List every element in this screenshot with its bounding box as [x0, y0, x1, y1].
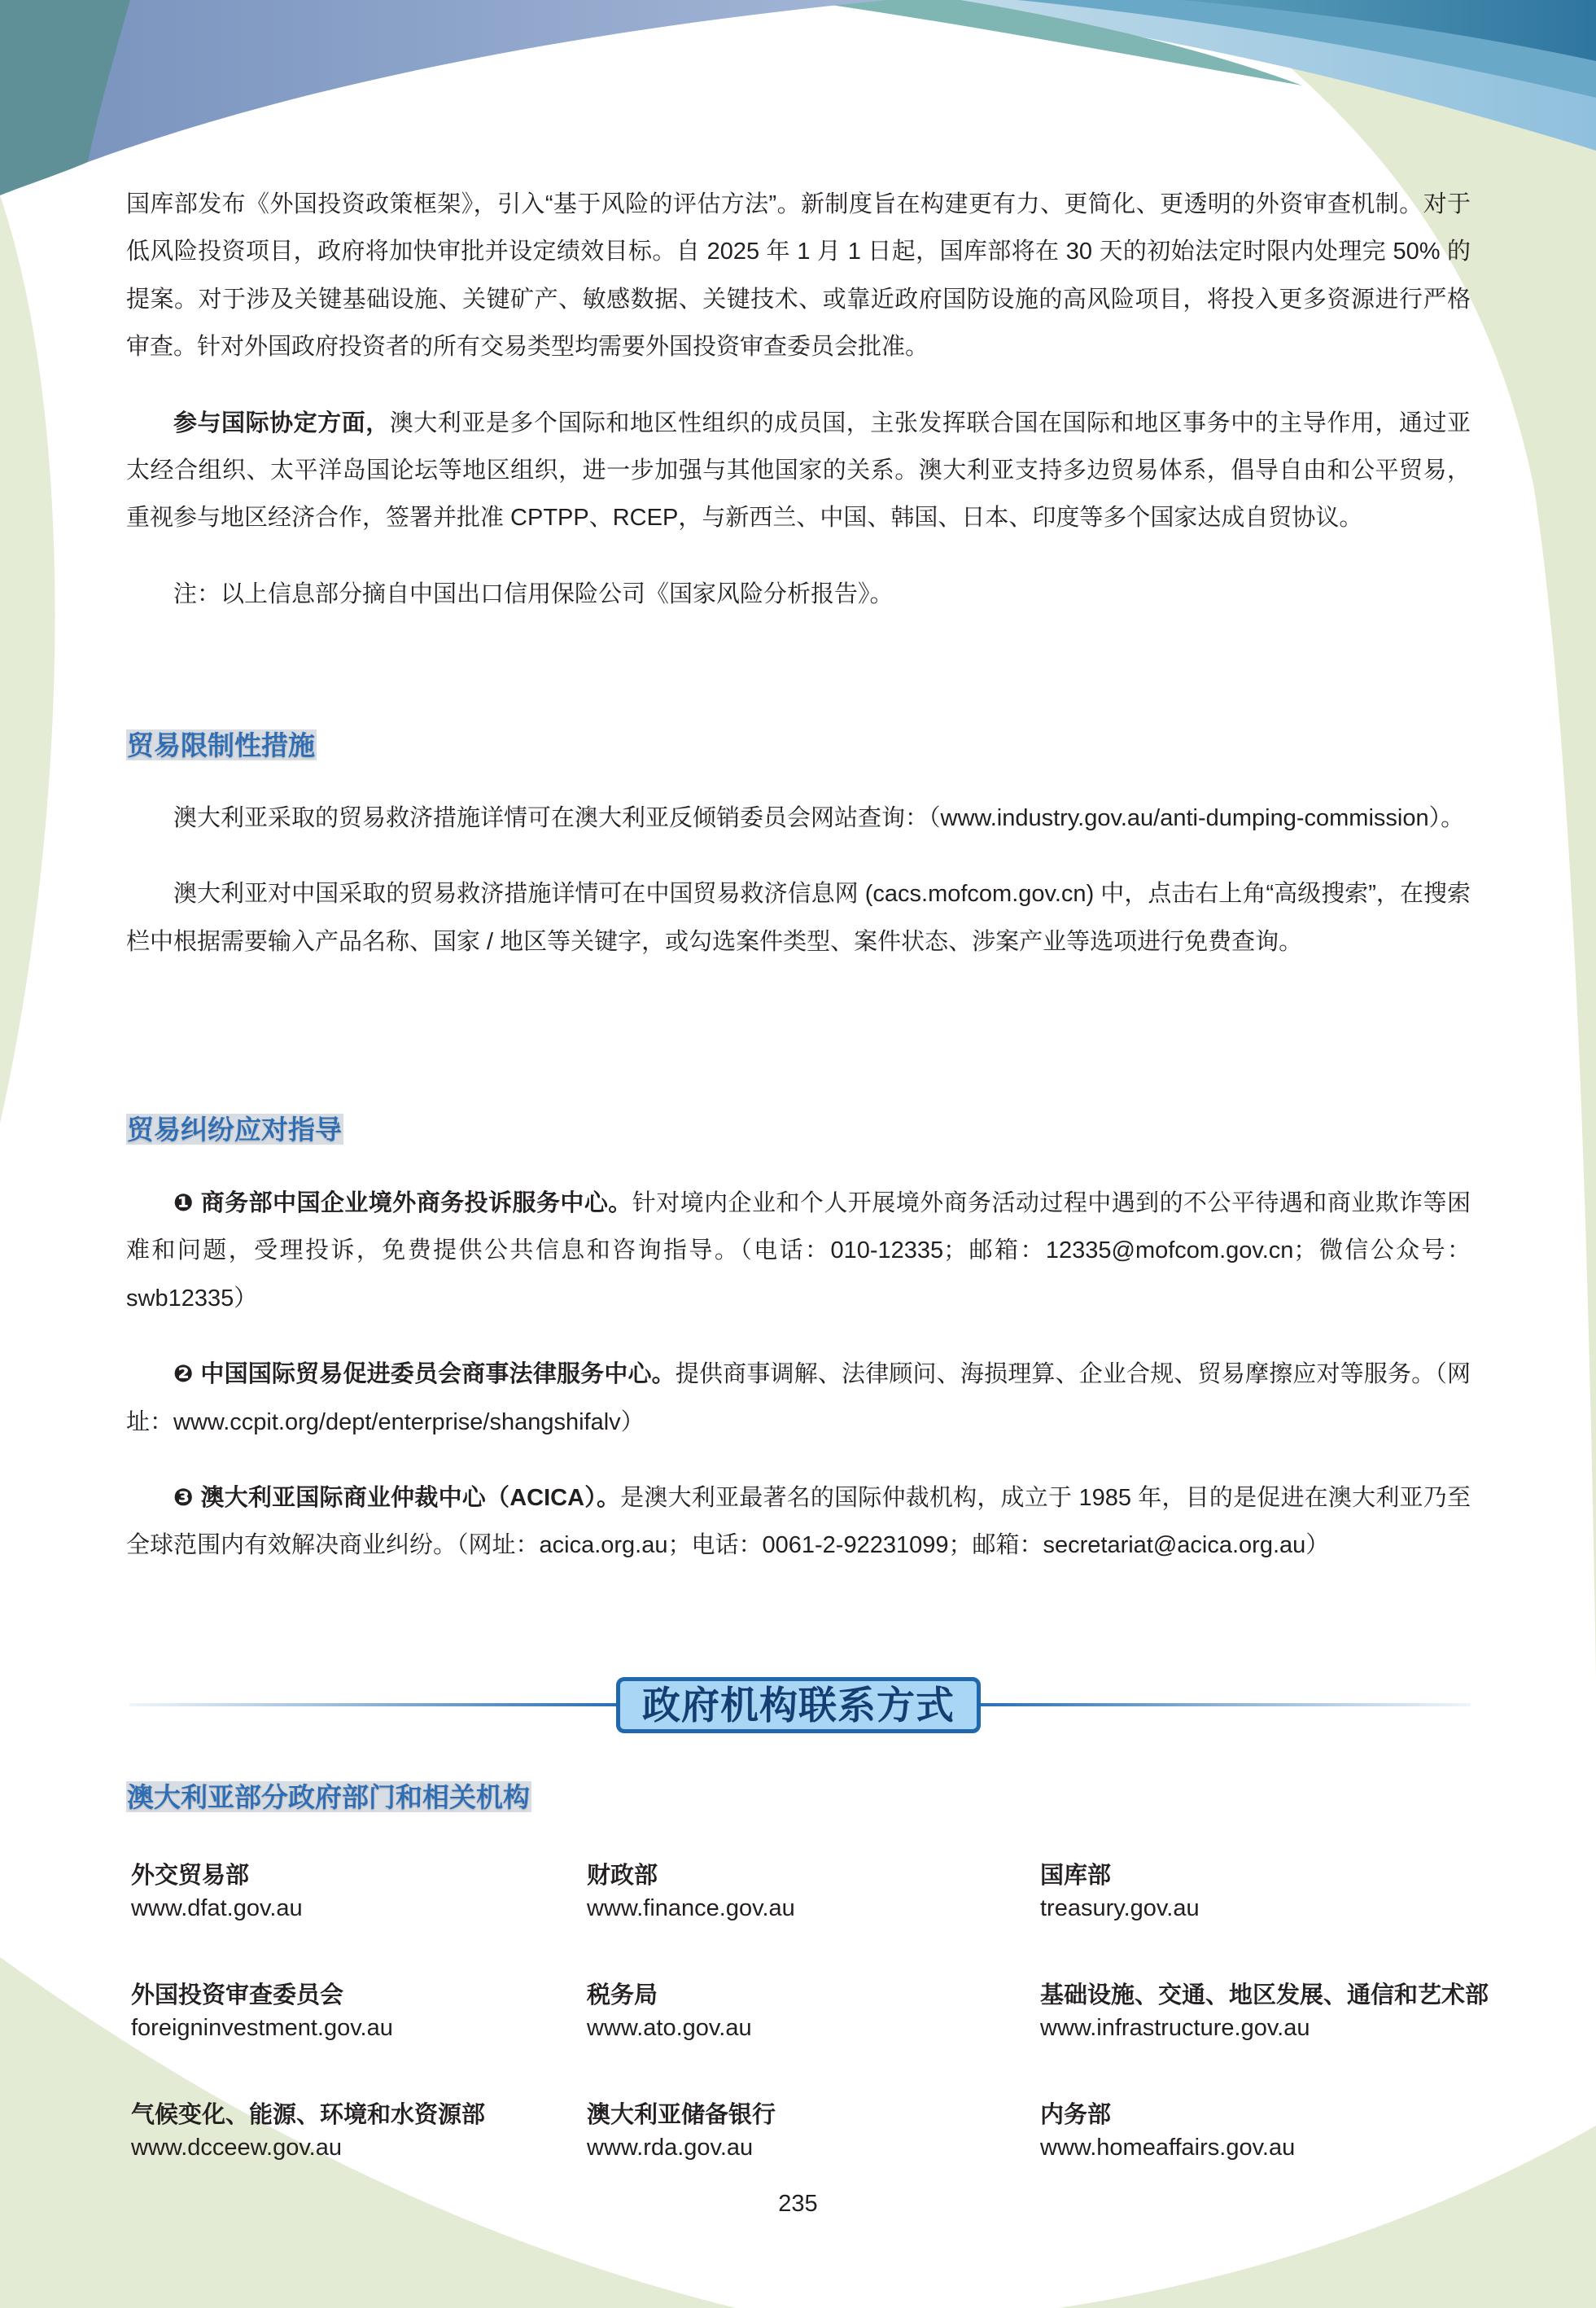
trade-restrictions-section — [126, 795, 1471, 994]
agency-url: www.dfat.gov.au — [131, 1895, 303, 1921]
agency-name: 内务部 — [1040, 2102, 1112, 2128]
agency-url: www.finance.gov.au — [587, 1895, 795, 1921]
dispute-item-title — [173, 1190, 632, 1216]
dispute-item-title — [173, 1485, 620, 1511]
agency-url: www.ato.gov.au — [587, 2015, 752, 2041]
section-heading-dispute-guidance — [126, 1114, 343, 1146]
agency-url: www.homeaffairs.gov.au — [1040, 2135, 1296, 2161]
contacts-banner: 政府机构联系方式 — [616, 1677, 981, 1733]
numbered-circle-marker: ❶ — [173, 1190, 195, 1216]
agency-name: 外国投资审查委员会 — [131, 1982, 344, 2008]
agency-directory-grid — [131, 1859, 1546, 2218]
agency-entry — [131, 1979, 587, 2099]
agency-url: treasury.gov.au — [1040, 1895, 1200, 1921]
anti-dumping-paragraph: 澳大利亚采取的贸易救济措施详情可在澳大利亚反倾销委员会网站查询：（www.industry.gov.au/anti-dumping-commission）。 — [173, 805, 1465, 831]
dispute-item-description: 提供商事调解、法律顾问、海损理算、企业合规、贸易摩擦应对等服务。（网址：www.ccpit.org/dept/enterprise/shangshifalv） — [126, 1361, 1471, 1435]
agency-name: 税务局 — [587, 1982, 658, 2008]
dispute-item-description: 是澳大利亚最著名的国际仲裁机构，成立于 1985 年，目的是促进在澳大利亚乃至全球范围内有效解决商业纠纷。（网址：acica.org.au；电话：0061-2-92231099；邮箱：secretariat@acica.org.au） — [126, 1485, 1471, 1559]
agency-name: 国库部 — [1040, 1863, 1112, 1889]
dispute-item-description: 针对境内企业和个人开展境外商务活动过程中遇到的不公平待遇和商业欺诈等困难和问题，受理投诉，免费提供公共信息和咨询指导。（电话：010-12335；邮箱：12335@mofcom.gov.cn；微信公众号：swb12335） — [126, 1190, 1471, 1312]
agency-name: 基础设施、交通、地区发展、通信和艺术部 — [1040, 1982, 1489, 2008]
intro-section — [126, 181, 1471, 646]
dispute-item-title-text: 澳大利亚国际商业仲裁中心（ACICA）。 — [200, 1485, 621, 1512]
source-note-paragraph: 注：以上信息部分摘自中国出口信用保险公司《国家风险分析报告》。 — [173, 580, 894, 607]
dispute-item-title-text: 中国国际贸易促进委员会商事法律服务中心。 — [200, 1361, 676, 1388]
agency-entry — [131, 1859, 587, 1979]
agency-name: 外交贸易部 — [131, 1863, 250, 1889]
international-agreements-paragraph — [126, 400, 1471, 542]
page-number: 235 — [778, 2191, 818, 2217]
dispute-item — [126, 1474, 1471, 1570]
paragraph-lead: 参与国际协定方面， — [173, 409, 390, 436]
dispute-guidance-section — [126, 1180, 1471, 1598]
agency-name: 澳大利亚储备银行 — [587, 2102, 776, 2128]
numbered-circle-marker: ❸ — [173, 1485, 194, 1512]
agency-url: www.infrastructure.gov.au — [1040, 2015, 1310, 2041]
agency-entry — [587, 1859, 1040, 1979]
foreign-investment-paragraph: 国库部发布《外国投资政策框架》，引入“基于风险的评估方法”。新制度旨在构建更有力、更简化、更透明的外资审查机制。对于低风险投资项目，政府将加快审批并设定绩效目标。自 2025 年 1 月 1 日起，国库部将在 30 天的初始法定时限内处理完 50% 的提案。对于涉及关键基础设施、关键矿产、敏感数据、关键技术、或靠近政府国防设施的高风险项目，将投入更多资源进行严格审查。针对外国政府投资者的所有交易类型均需要外国投资审查委员会批准。 — [126, 191, 1471, 361]
agencies-subheading-text: 澳大利亚部分政府部门和相关机构 — [127, 1782, 530, 1812]
paragraph-body: 澳大利亚是多个国际和地区性组织的成员国，主张发挥联合国在国际和地区事务中的主导作用，通过亚太经合组织、太平洋岛国论坛等地区组织，进一步加强与其他国家的关系。澳大利亚支持多边贸易体系，倡导自由和公平贸易，重视参与地区经济合作，签署并批准 CPTPP、RCEP，与新西兰、中国、韩国、日本、印度等多个国家达成自贸协议。 — [126, 409, 1471, 532]
section-heading-text: 贸易纠纷应对指导 — [127, 1115, 342, 1145]
numbered-circle-marker: ❷ — [173, 1361, 194, 1388]
banner-divider-right — [981, 1703, 1471, 1706]
agency-name: 财政部 — [587, 1863, 658, 1889]
dispute-item-title-text: 商务部中国企业境外商务投诉服务中心。 — [200, 1190, 632, 1216]
trade-remedy-search-paragraph: 澳大利亚对中国采取的贸易救济措施详情可在中国贸易救济信息网 (cacs.mofcom.gov.cn) 中，点击右上角“高级搜索”，在搜索栏中根据需要输入产品名称、国家 / 地区等关键字，或勾选案件类型、案件状态、涉案产业等选项进行免费查询。 — [126, 881, 1471, 955]
agency-url: www.rda.gov.au — [587, 2135, 754, 2161]
section-heading-text: 贸易限制性措施 — [127, 730, 315, 760]
agency-entry — [587, 1979, 1040, 2099]
agency-name: 气候变化、能源、环境和水资源部 — [131, 2102, 486, 2128]
section-heading-trade-restrictions — [126, 729, 317, 762]
dispute-item — [126, 1351, 1471, 1446]
banner-divider-left — [129, 1703, 616, 1706]
dispute-item — [126, 1180, 1471, 1322]
agencies-subheading — [126, 1781, 531, 1814]
agency-entry — [1040, 1859, 1546, 1979]
dispute-item-title — [173, 1361, 676, 1387]
agency-entry — [1040, 1979, 1546, 2099]
agency-url: www.dcceew.gov.au — [131, 2135, 342, 2161]
agency-url: foreigninvestment.gov.au — [131, 2015, 393, 2041]
